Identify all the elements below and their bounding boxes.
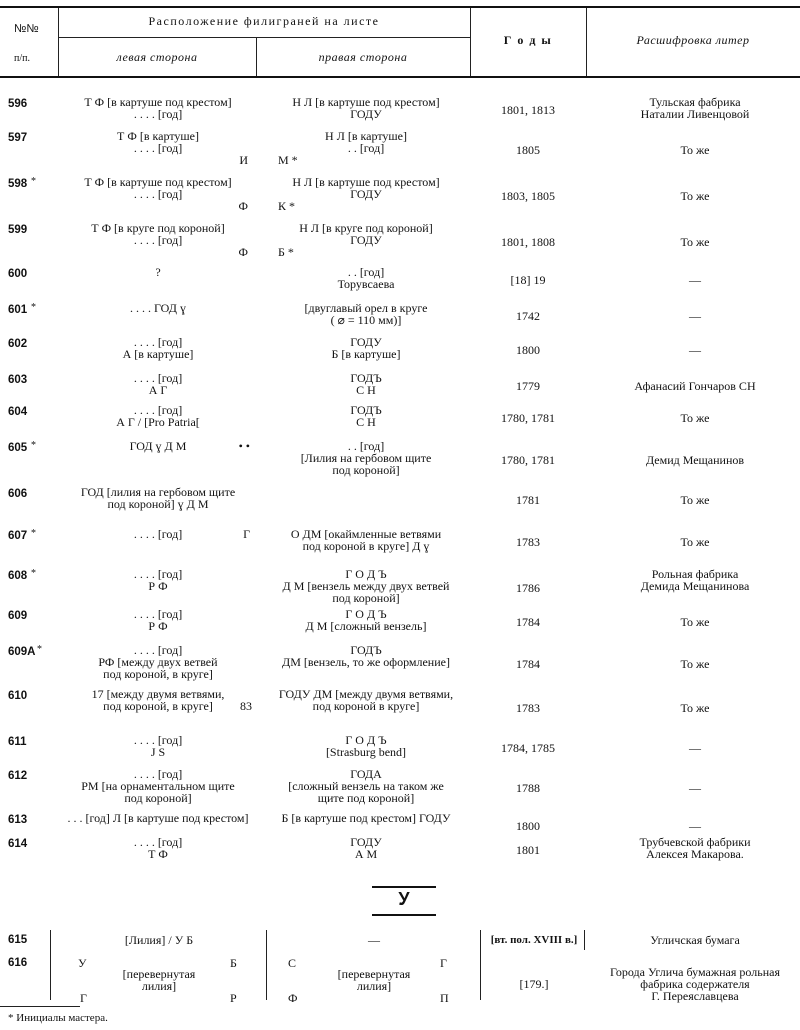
right-side-line-1: . . [год] xyxy=(347,265,385,279)
year-value: 1779 xyxy=(516,379,540,393)
row-asterisk: * xyxy=(37,644,42,655)
left-side-line-1: . . . . [год] xyxy=(133,371,183,385)
left-side-line-2: А Г / [Pro Patria[ xyxy=(116,415,200,429)
right-side-line-1: ГОДУ xyxy=(350,835,382,849)
row-number: 615 xyxy=(8,934,28,946)
left-side-line-2: под короной, в круге] xyxy=(103,699,213,713)
row-number: 597 xyxy=(8,132,28,144)
decode-line-2: Алексея Макарова. xyxy=(646,847,744,861)
section-rule-bottom xyxy=(372,914,436,916)
row-number: 610 xyxy=(8,690,28,702)
decode-line-1: — xyxy=(689,273,701,287)
footnote: * Инициалы мастера. xyxy=(8,1012,108,1024)
left-side-line-1: ? xyxy=(155,265,161,279)
left-side-line-2: Г xyxy=(243,527,250,541)
right-side-line-2: Д М [вензель между двух ветвей xyxy=(282,579,450,593)
right-side-line-3: К * xyxy=(278,199,296,213)
row-number: 608 xyxy=(8,570,28,582)
row-asterisk: * xyxy=(31,176,36,187)
lower-vline-1 xyxy=(50,930,51,1000)
right-side-line-1: Г О Д Ъ xyxy=(345,607,387,621)
header-num: №№ xyxy=(14,23,39,35)
decode-line-1: То же xyxy=(680,493,710,507)
left-side-line-3: под короной, в круге] xyxy=(103,667,213,681)
lower-vline-3 xyxy=(480,930,481,1000)
decode-line-1: То же xyxy=(680,657,710,671)
row-number: 613 xyxy=(8,814,28,826)
right-letter-b: Г xyxy=(440,956,447,970)
decode-line-2: Наталии Ливенцовой xyxy=(640,107,750,121)
left-side-line-1: 17 [между двумя ветвями, xyxy=(91,687,225,701)
right-side-line-1: ГОДУ xyxy=(350,335,382,349)
year-value: [18] 19 xyxy=(510,273,546,287)
right-side-line-1: Н Л [в картуше] xyxy=(325,129,407,143)
right-side-line-1: — xyxy=(368,933,380,947)
right-side-line-1: ГОДА xyxy=(350,767,382,781)
right-letter-d: П xyxy=(440,991,449,1005)
left-side-line-2: • • xyxy=(238,439,250,453)
header-decode: Расшифровка литер xyxy=(636,33,750,47)
decode-line-1: То же xyxy=(680,701,710,715)
left-side-line-2: Р Ф xyxy=(148,579,168,593)
left-mark-line-2: лилия] xyxy=(141,979,177,993)
year-value: 1786 xyxy=(516,581,540,595)
right-side-line-1: О ДМ [окаймленные ветвями xyxy=(290,527,442,541)
right-side-line-1: Б [в картуше под крестом] ГОДУ xyxy=(281,811,451,825)
right-letter-a: С xyxy=(288,956,297,970)
right-side-line-1: Н Л [в картуше под крестом] xyxy=(292,175,440,189)
right-side-line-1: ГОДЪ xyxy=(350,403,382,417)
right-side-line-1: [двуглавый орел в круге xyxy=(304,301,428,315)
left-side-line-1: [Лилия] / У Б xyxy=(124,933,194,947)
decode-line-1: То же xyxy=(680,235,710,249)
right-side-line-2: ( ⌀ = 110 мм)] xyxy=(330,313,402,327)
left-side-line-2: РМ [на орнаментальном щите xyxy=(81,779,235,793)
year-value: 1783 xyxy=(516,701,540,715)
row-asterisk: * xyxy=(31,528,36,539)
year-value: 1781 xyxy=(516,493,540,507)
decode-line-1: — xyxy=(689,309,701,323)
right-mark-line-2: лилия] xyxy=(356,979,392,993)
right-side-line-2: Б [в картуше] xyxy=(331,347,401,361)
right-side-line-2: Д М [сложный вензель] xyxy=(305,619,427,633)
right-side-line-2: С Н xyxy=(356,383,376,397)
decode-line-1: — xyxy=(689,781,701,795)
row-number: 612 xyxy=(8,770,28,782)
year-value: [179.] xyxy=(519,977,549,991)
right-side-line-3: под короной] xyxy=(332,591,400,605)
decode-line-1: Тульская фабрика xyxy=(649,95,741,109)
left-side-line-1: . . . . [год] xyxy=(133,733,183,747)
right-side-line-2: [Лилия на гербовом щите xyxy=(300,451,432,465)
decode-line-3: Г. Переяславцева xyxy=(651,989,739,1003)
right-side-line-1: ГОДЪ xyxy=(350,643,382,657)
left-side-line-1: . . . . [год] xyxy=(133,567,183,581)
left-letter-a: У xyxy=(78,956,87,970)
row-number: 604 xyxy=(8,406,28,418)
right-side-line-2: С Н xyxy=(356,415,376,429)
right-side-line-1: ГОДЪ xyxy=(350,371,382,385)
decode-line-2: Демида Мещанинова xyxy=(640,579,750,593)
left-letter-b: Б xyxy=(230,956,237,970)
left-side-line-2: А Г xyxy=(148,383,168,397)
decode-line-2: фабрика содержателя xyxy=(640,977,750,991)
footnote-rule xyxy=(0,1006,80,1007)
right-side-line-1: Н Л [в круге под короной] xyxy=(299,221,433,235)
row-number: 596 xyxy=(8,98,28,110)
right-side-line-2: . . [год] xyxy=(347,141,385,155)
left-side-line-2: . . . . [год] xyxy=(133,187,183,201)
left-side-line-1: . . . . [год] xyxy=(133,335,183,349)
left-side-line-3: Ф xyxy=(238,245,248,259)
decode-line-1: Угличская бумага xyxy=(650,933,740,947)
left-side-line-1: . . . . [год] xyxy=(133,607,183,621)
row-number: 609А xyxy=(8,646,36,658)
header-years: Г о д ы xyxy=(503,33,553,47)
year-value: 1780, 1781 xyxy=(501,453,555,467)
right-side-line-2: ДМ [вензель, то же оформление] xyxy=(282,655,450,669)
row-number: 606 xyxy=(8,488,28,500)
left-side-line-2: . . . . [год] xyxy=(133,107,183,121)
left-side-line-1: . . . . [год] xyxy=(133,527,183,541)
section-rule-top xyxy=(372,886,436,888)
decode-line-1: — xyxy=(689,819,701,833)
year-value: 1784 xyxy=(516,657,540,671)
left-side-line-1: Т Ф [в круге под короной] xyxy=(91,221,225,235)
left-side-line-1: . . . . [год] xyxy=(133,767,183,781)
right-side-line-3: щите под короной] xyxy=(317,791,415,805)
left-letter-c: Г xyxy=(80,991,87,1005)
right-side-line-1: Г О Д Ъ xyxy=(345,567,387,581)
right-side-line-2: Торувсаева xyxy=(337,277,395,291)
left-side-line-1: Т Ф [в картуше под крестом] xyxy=(84,175,232,189)
left-side-line-1: . . . . [год] xyxy=(133,835,183,849)
year-value: 1801, 1808 xyxy=(501,235,555,249)
row-asterisk: * xyxy=(31,302,36,313)
left-side-line-2: РФ [между двух ветвей xyxy=(98,655,218,669)
left-side-line-1: . . . [год] Л [в картуше под крестом] xyxy=(67,811,249,825)
left-side-line-3: под короной] xyxy=(124,791,192,805)
row-number: 609 xyxy=(8,610,28,622)
year-value: 1780, 1781 xyxy=(501,411,555,425)
header-left: левая сторона xyxy=(116,50,198,64)
header-bottom-rule xyxy=(0,76,800,78)
left-side-line-3: 83 xyxy=(240,699,252,713)
decode-line-1: То же xyxy=(680,535,710,549)
left-side-line-1: Т Ф [в картуше] xyxy=(117,129,199,143)
year-value: 1805 xyxy=(516,143,540,157)
left-side-line-2: под короной] ɣ Д М xyxy=(107,497,209,511)
row-number: 616 xyxy=(8,957,28,969)
right-side-line-2: ГОДУ xyxy=(350,187,382,201)
row-number: 599 xyxy=(8,224,28,236)
row-number: 611 xyxy=(8,736,27,748)
left-side-line-3: Ф xyxy=(238,199,248,213)
right-side-line-3: Б * xyxy=(278,245,294,259)
row-number: 601 xyxy=(8,304,28,316)
left-side-line-1: . . . . [год] xyxy=(133,403,183,417)
decode-line-1: То же xyxy=(680,411,710,425)
decode-line-1: То же xyxy=(680,143,710,157)
year-value: [вт. пол. XVIII в.] xyxy=(490,934,578,946)
right-side-line-2: [сложный вензель на таком же xyxy=(288,779,444,793)
header-right: правая сторона xyxy=(318,50,408,64)
left-side-line-2: Р Ф xyxy=(148,619,168,633)
left-side-line-3: И xyxy=(239,153,248,167)
year-value: 1742 xyxy=(516,309,540,323)
right-side-line-1: Г О Д Ъ xyxy=(345,733,387,747)
right-side-line-3: М * xyxy=(278,153,298,167)
year-value: 1803, 1805 xyxy=(501,189,555,203)
row-number: 600 xyxy=(8,268,28,280)
right-side-line-2: [Strasburg bend] xyxy=(325,745,407,759)
left-side-line-2: Т Ф xyxy=(148,847,168,861)
right-side-line-2: ГОДУ xyxy=(350,233,382,247)
section-letter: У xyxy=(398,889,410,909)
right-side-line-2: А М xyxy=(354,847,378,861)
row-number: 605 xyxy=(8,442,28,454)
left-side-line-1: ГОД [лилия на гербовом щите xyxy=(80,485,236,499)
decode-line-1: Города Углича бумажная рольная xyxy=(610,965,780,979)
left-side-line-2: . . . . [год] xyxy=(133,141,183,155)
decode-line-1: Трубчевской фабрики xyxy=(639,835,751,849)
decode-line-1: Демид Мещанинов xyxy=(645,453,745,467)
left-side-line-1: . . . . [год] xyxy=(133,643,183,657)
year-value: 1801, 1813 xyxy=(501,103,555,117)
year-value: 1800 xyxy=(516,819,540,833)
left-side-line-2: . . . . [год] xyxy=(133,233,183,247)
year-value: 1784, 1785 xyxy=(501,741,555,755)
right-letter-c: Ф xyxy=(288,991,298,1005)
decode-line-1: Афанасий Гончаров СН xyxy=(634,379,756,393)
right-side-line-1: ГОДУ ДМ [между двумя ветвями, xyxy=(278,687,454,701)
left-letter-d: Р xyxy=(230,991,237,1005)
row-asterisk: * xyxy=(31,440,36,451)
row-number: 603 xyxy=(8,374,28,386)
right-mark-line-1: [перевернутая xyxy=(337,967,411,981)
year-value: 1784 xyxy=(516,615,540,629)
decode-line-1: То же xyxy=(680,189,710,203)
left-side-line-1: ГОД ɣ Д М xyxy=(129,439,187,453)
left-side-line-2: J S xyxy=(150,745,166,759)
header-top-rule xyxy=(0,6,800,8)
decode-line-1: То же xyxy=(680,615,710,629)
year-value: 1788 xyxy=(516,781,540,795)
lower-vline-2 xyxy=(266,930,267,1000)
row-number: 614 xyxy=(8,838,28,850)
right-side-line-2: под короной в круге] Д ɣ xyxy=(302,539,430,553)
row-asterisk: * xyxy=(31,568,36,579)
right-side-line-2: ГОДУ xyxy=(350,107,382,121)
row-number: 607 xyxy=(8,530,28,542)
year-value: 1800 xyxy=(516,343,540,357)
left-mark-line-1: [перевернутая xyxy=(122,967,196,981)
left-side-line-1: . . . . ГОД ɣ xyxy=(130,301,186,315)
right-side-line-1: . . [год] xyxy=(347,439,385,453)
decode-line-1: — xyxy=(689,343,701,357)
right-side-line-2: под короной в круге] xyxy=(312,699,420,713)
right-side-line-1: Н Л [в картуше под крестом] xyxy=(292,95,440,109)
header-num2: п/п. xyxy=(14,53,30,64)
row-number: 598 xyxy=(8,178,28,190)
header-location: Расположение филиграней на листе xyxy=(148,14,380,28)
left-side-line-1: Т Ф [в картуше под крестом] xyxy=(84,95,232,109)
decode-line-1: Рольная фабрика xyxy=(651,567,739,581)
decode-line-1: — xyxy=(689,741,701,755)
header-mid-rule xyxy=(58,37,470,38)
year-value: 1801 xyxy=(516,843,540,857)
year-value: 1783 xyxy=(516,535,540,549)
row-number: 602 xyxy=(8,338,28,350)
right-side-line-3: под короной] xyxy=(332,463,400,477)
left-side-line-2: А [в картуше] xyxy=(122,347,194,361)
